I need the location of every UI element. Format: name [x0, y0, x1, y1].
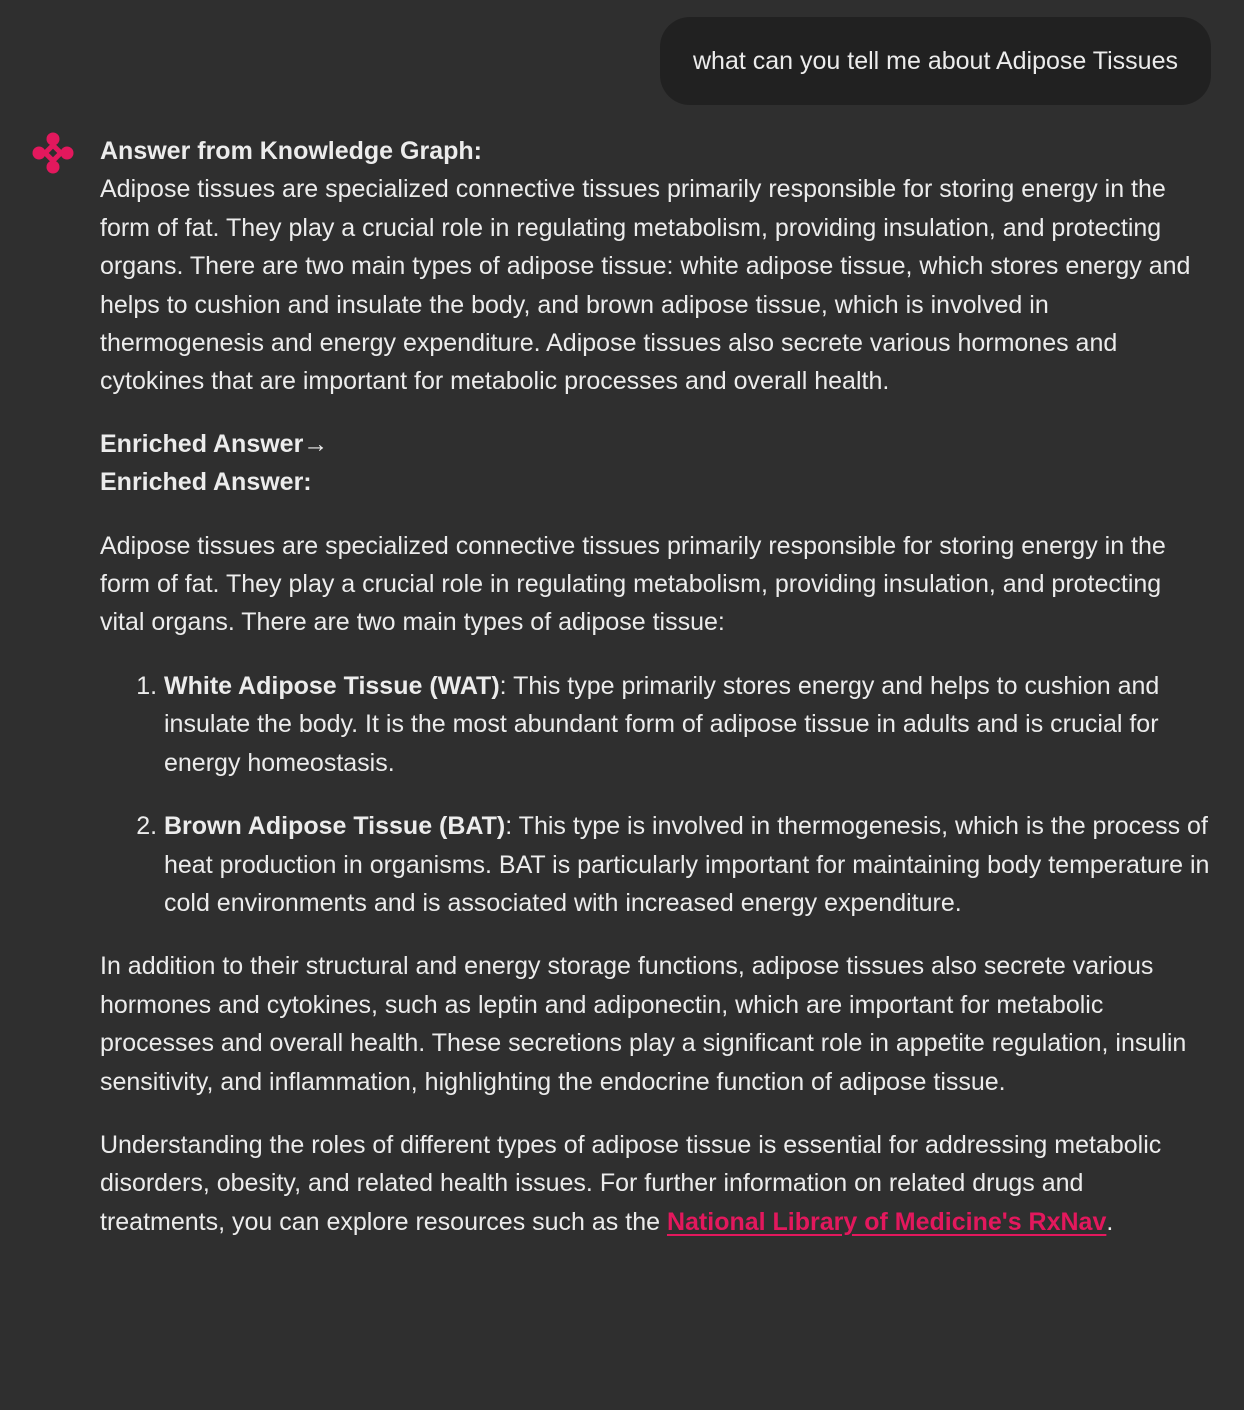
knowledge-graph-logo-icon: [31, 131, 75, 175]
enriched-answer-toggle[interactable]: Enriched Answer→: [100, 429, 329, 458]
type-name: White Adipose Tissue (WAT): [164, 671, 500, 700]
enriched-heading: Enriched Answer:: [100, 468, 312, 497]
kg-heading: Answer from Knowledge Graph:: [100, 137, 482, 165]
type-description: : This type is involved in thermogenesis, which is the process of heat production in organisms. BAT is particularly important for maintaining body temperature in cold environments and is associated with increased energy expenditure.: [164, 812, 1210, 917]
user-message-text: what can you tell me about Adipose Tissues: [692, 47, 1178, 75]
knowledge-graph-answer: [100, 132, 1212, 401]
list-item: [164, 807, 1212, 922]
rxnav-link[interactable]: National Library of Medicine's RxNav: [666, 1207, 1107, 1236]
closing-text: Understanding the roles of different types of adipose tissue is essential for addressing metabolic disorders, obesity, and related health issues. For further information on related drugs and treatments, you can explore resources such as the: [100, 1130, 1162, 1236]
type-name: Brown Adipose Tissue (BAT): [164, 812, 506, 841]
type-description: : This type primarily stores energy and helps to cushion and insulate the body. It is the most abundant form of adipose tissue in adults and is crucial for energy homeostasis.: [164, 671, 1160, 777]
kg-text: Adipose tissues are specialized connective tissues primarily responsible for storing energy in the form of fat. They play a crucial role in regulating metabolism, providing insulation, and protecting organs. There are two main types of adipose tissue: white adipose tissue, which stores energy and helps to cushion and insulate the body, and brown adipose tissue, which is involved in thermogenesis and energy expenditure. Adipose tissues also secrete various hormones and cytokines that are important for metabolic processes and overall health.: [100, 175, 1191, 396]
adipose-types-list: [100, 667, 1212, 922]
enriched-answer: [100, 425, 1212, 1241]
closing-paragraph: [100, 1126, 1212, 1241]
closing-end: .: [1106, 1207, 1114, 1236]
user-message-bubble: [660, 17, 1211, 105]
secretions-paragraph: In addition to their structural and energy storage functions, adipose tissues also secrete various hormones and cytokines, such as leptin and adiponectin, which are important for metabolic processes and overall health. These secretions play a significant role in appetite regulation, insulin sensitivity, and inflammation, highlighting the endocrine function of adipose tissue.: [100, 952, 1187, 1096]
list-item: [164, 667, 1212, 782]
enriched-intro: Adipose tissues are specialized connective tissues primarily responsible for storing energy in the form of fat. They play a crucial role in regulating metabolism, providing insulation, and protecting vital organs. There are two main types of adipose tissue:: [100, 531, 1166, 637]
assistant-answer: [100, 132, 1212, 1241]
